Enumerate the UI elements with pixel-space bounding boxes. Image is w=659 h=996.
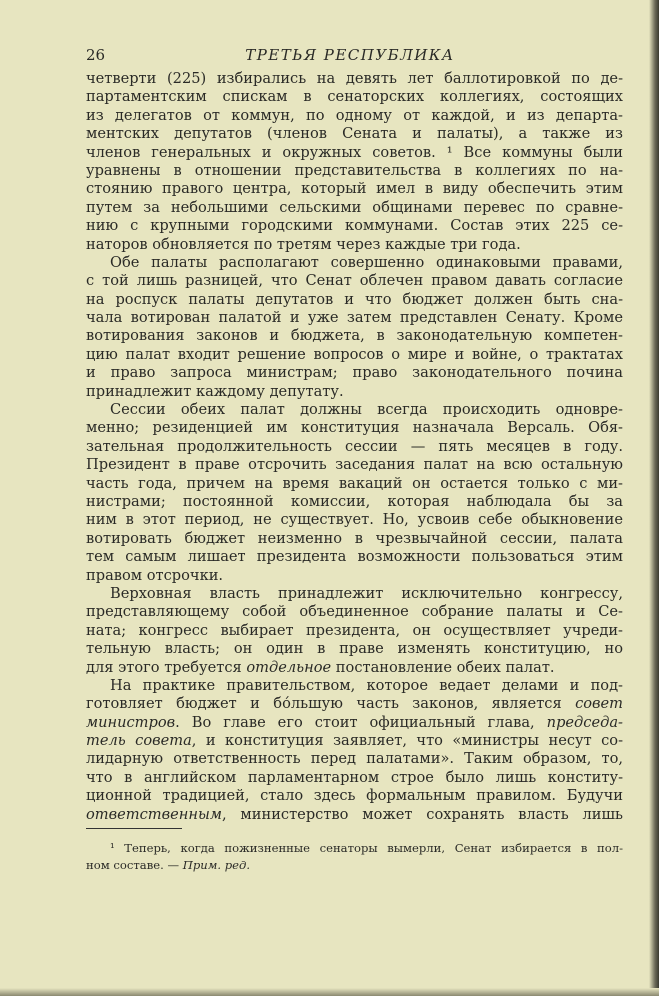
text-segment: четверти (225) избирались на девять лет баллотировкой по де- <box>86 70 623 87</box>
text-line <box>86 364 623 382</box>
text-segment: ним в этот период, не существует. Но, усвоив себе обыкновение <box>86 511 623 529</box>
italic-text: ответственным <box>86 805 222 823</box>
text-line <box>86 640 623 658</box>
text-segment: партаментским спискам в сенаторских коллегиях, состоящих <box>86 88 623 106</box>
text-segment: часть года, причем на время вакаций он остается только с ми- <box>86 474 623 492</box>
text-segment: для этого требуется <box>86 658 247 676</box>
text-segment: на роспуск палаты депутатов и что бюджет должен быть сна- <box>86 290 623 308</box>
text-line <box>86 622 623 640</box>
text-line <box>86 530 623 548</box>
text-line <box>86 236 623 254</box>
text-segment: путем за небольшими сельскими общинами перевес по сравне- <box>86 198 623 216</box>
text-line <box>86 144 623 162</box>
text-segment: представляющему собой объединенное собрание палаты и Се- <box>86 603 623 621</box>
text-line <box>86 806 623 824</box>
text-line <box>86 603 623 621</box>
text-segment: уравнены в отношении представительства в коллегиях по на- <box>86 161 623 179</box>
text-segment: членов генеральных и окружных советов. ¹ Все коммуны были <box>86 143 623 161</box>
text-line <box>86 88 623 106</box>
text-line <box>86 199 623 217</box>
body-text <box>86 70 623 824</box>
text-line <box>86 383 623 401</box>
text-line <box>86 346 623 364</box>
page-edge-shadow-bottom <box>0 988 659 996</box>
italic-text: тель совета <box>86 732 192 750</box>
text-line <box>86 769 623 787</box>
text-segment: что в английском парламентарном строе было лишь конститу- <box>86 768 623 786</box>
text-segment: принадлежит каждому депутату. <box>86 382 344 400</box>
text-line <box>86 585 623 603</box>
text-line <box>86 677 623 695</box>
text-segment: вотировать бюджет неизменно в чрезвычайной сессии, палата <box>86 529 623 547</box>
text-line <box>86 70 623 88</box>
text-line <box>86 217 623 235</box>
text-segment: , министерство может сохранять власть лишь <box>221 805 623 823</box>
text-segment: . Во главе его стоит официальный глава, <box>175 713 547 731</box>
page-edge-shadow <box>649 0 659 996</box>
text-segment: чала вотирован палатой и уже затем представлен Сенату. Кроме <box>86 309 623 327</box>
text-line <box>86 291 623 309</box>
text-segment: ментских депутатов (членов Сената и палаты), а также из <box>86 125 623 143</box>
running-title: ТРЕТЬЯ РЕСПУБЛИКА <box>245 46 455 64</box>
text-segment: вотирования законов и бюджета, в законодательную компетен- <box>86 327 623 345</box>
italic-text: совет <box>575 695 623 713</box>
text-line <box>86 475 623 493</box>
text-line <box>86 162 623 180</box>
text-line <box>86 309 623 327</box>
text-segment: ционной традицией, стало здесь формальным правилом. Будучи <box>86 787 623 805</box>
italic-text: министров <box>86 713 176 731</box>
text-segment: Верховная власть принадлежит исключительно конгрессу, <box>110 584 623 602</box>
text-segment: ном составе. — <box>86 858 183 872</box>
text-line <box>86 493 623 511</box>
text-segment: и право запроса министрам; право законодательного почина <box>86 364 623 382</box>
text-segment: стоянию правого центра, который имел в виду обеспечить этим <box>86 180 623 198</box>
text-line <box>86 107 623 125</box>
text-line <box>86 180 623 198</box>
text-segment: лидарную ответственность перед палатами». Таким образом, то, <box>86 750 623 768</box>
page-number: 26 <box>86 46 106 64</box>
text-line <box>86 750 623 768</box>
text-line <box>86 125 623 143</box>
text-segment: постановление обеих палат. <box>331 658 555 676</box>
text-line <box>86 695 623 713</box>
text-line <box>86 272 623 290</box>
text-line <box>86 714 623 732</box>
text-segment: менно; резиденцией им конституция назначала Версаль. Обя- <box>86 419 623 437</box>
text-segment: тельную власть; он один в праве изменять конституцию, но <box>86 640 623 658</box>
text-line <box>86 659 623 677</box>
footnote <box>86 840 623 874</box>
text-segment: На практике правительством, которое ведает делами и под- <box>110 676 623 694</box>
italic-text: отдельное <box>246 658 332 676</box>
text-line <box>86 254 623 272</box>
footnote-line <box>86 857 623 874</box>
footnote-separator <box>86 828 182 829</box>
text-segment: готовляет бюджет и бо́льшую часть законов, является <box>86 695 576 713</box>
italic-text: Прим. ред. <box>182 858 251 872</box>
text-line <box>86 438 623 456</box>
text-line <box>86 401 623 419</box>
text-line <box>86 511 623 529</box>
text-line <box>86 567 623 585</box>
text-segment: из делегатов от коммун, по одному от каждой, и из департа- <box>86 106 623 124</box>
text-segment: Президент в праве отсрочить заседания палат на всю остальную <box>86 456 623 474</box>
text-segment: цию палат входит решение вопросов о мире и войне, о трактатах <box>86 345 623 363</box>
text-line <box>86 419 623 437</box>
footnote-line <box>86 840 623 857</box>
text-segment: правом отсрочки. <box>86 566 224 584</box>
text-segment: нистрами; постоянной комиссии, которая наблюдала бы за <box>86 492 623 510</box>
text-segment: ¹ Теперь, когда пожизненные сенаторы вымерли, Сенат избирается в пол- <box>110 841 623 855</box>
text-line <box>86 548 623 566</box>
text-line <box>86 787 623 805</box>
italic-text: председа- <box>546 713 623 731</box>
text-line <box>86 456 623 474</box>
text-segment: зательная продолжительность сессии — пять месяцев в году. <box>86 437 623 455</box>
text-segment: Обе палаты располагают совершенно одинаковыми правами, <box>110 253 623 271</box>
text-segment: Сессии обеих палат должны всегда происходить одновре- <box>110 401 623 419</box>
text-line <box>86 732 623 750</box>
text-segment: , и конституция заявляет, что «министры несут со- <box>191 732 623 750</box>
text-segment: ната; конгресс выбирает президента, он осуществляет учреди- <box>86 621 623 639</box>
text-line <box>86 327 623 345</box>
text-segment: с той лишь разницей, что Сенат облечен правом давать согласие <box>86 272 623 290</box>
text-segment: наторов обновляется по третям через каждые три года. <box>86 235 521 253</box>
text-segment: нию с крупными городскими коммунами. Состав этих 225 се- <box>86 217 623 235</box>
text-segment: тем самым лишает президента возможности пользоваться этим <box>86 548 623 566</box>
